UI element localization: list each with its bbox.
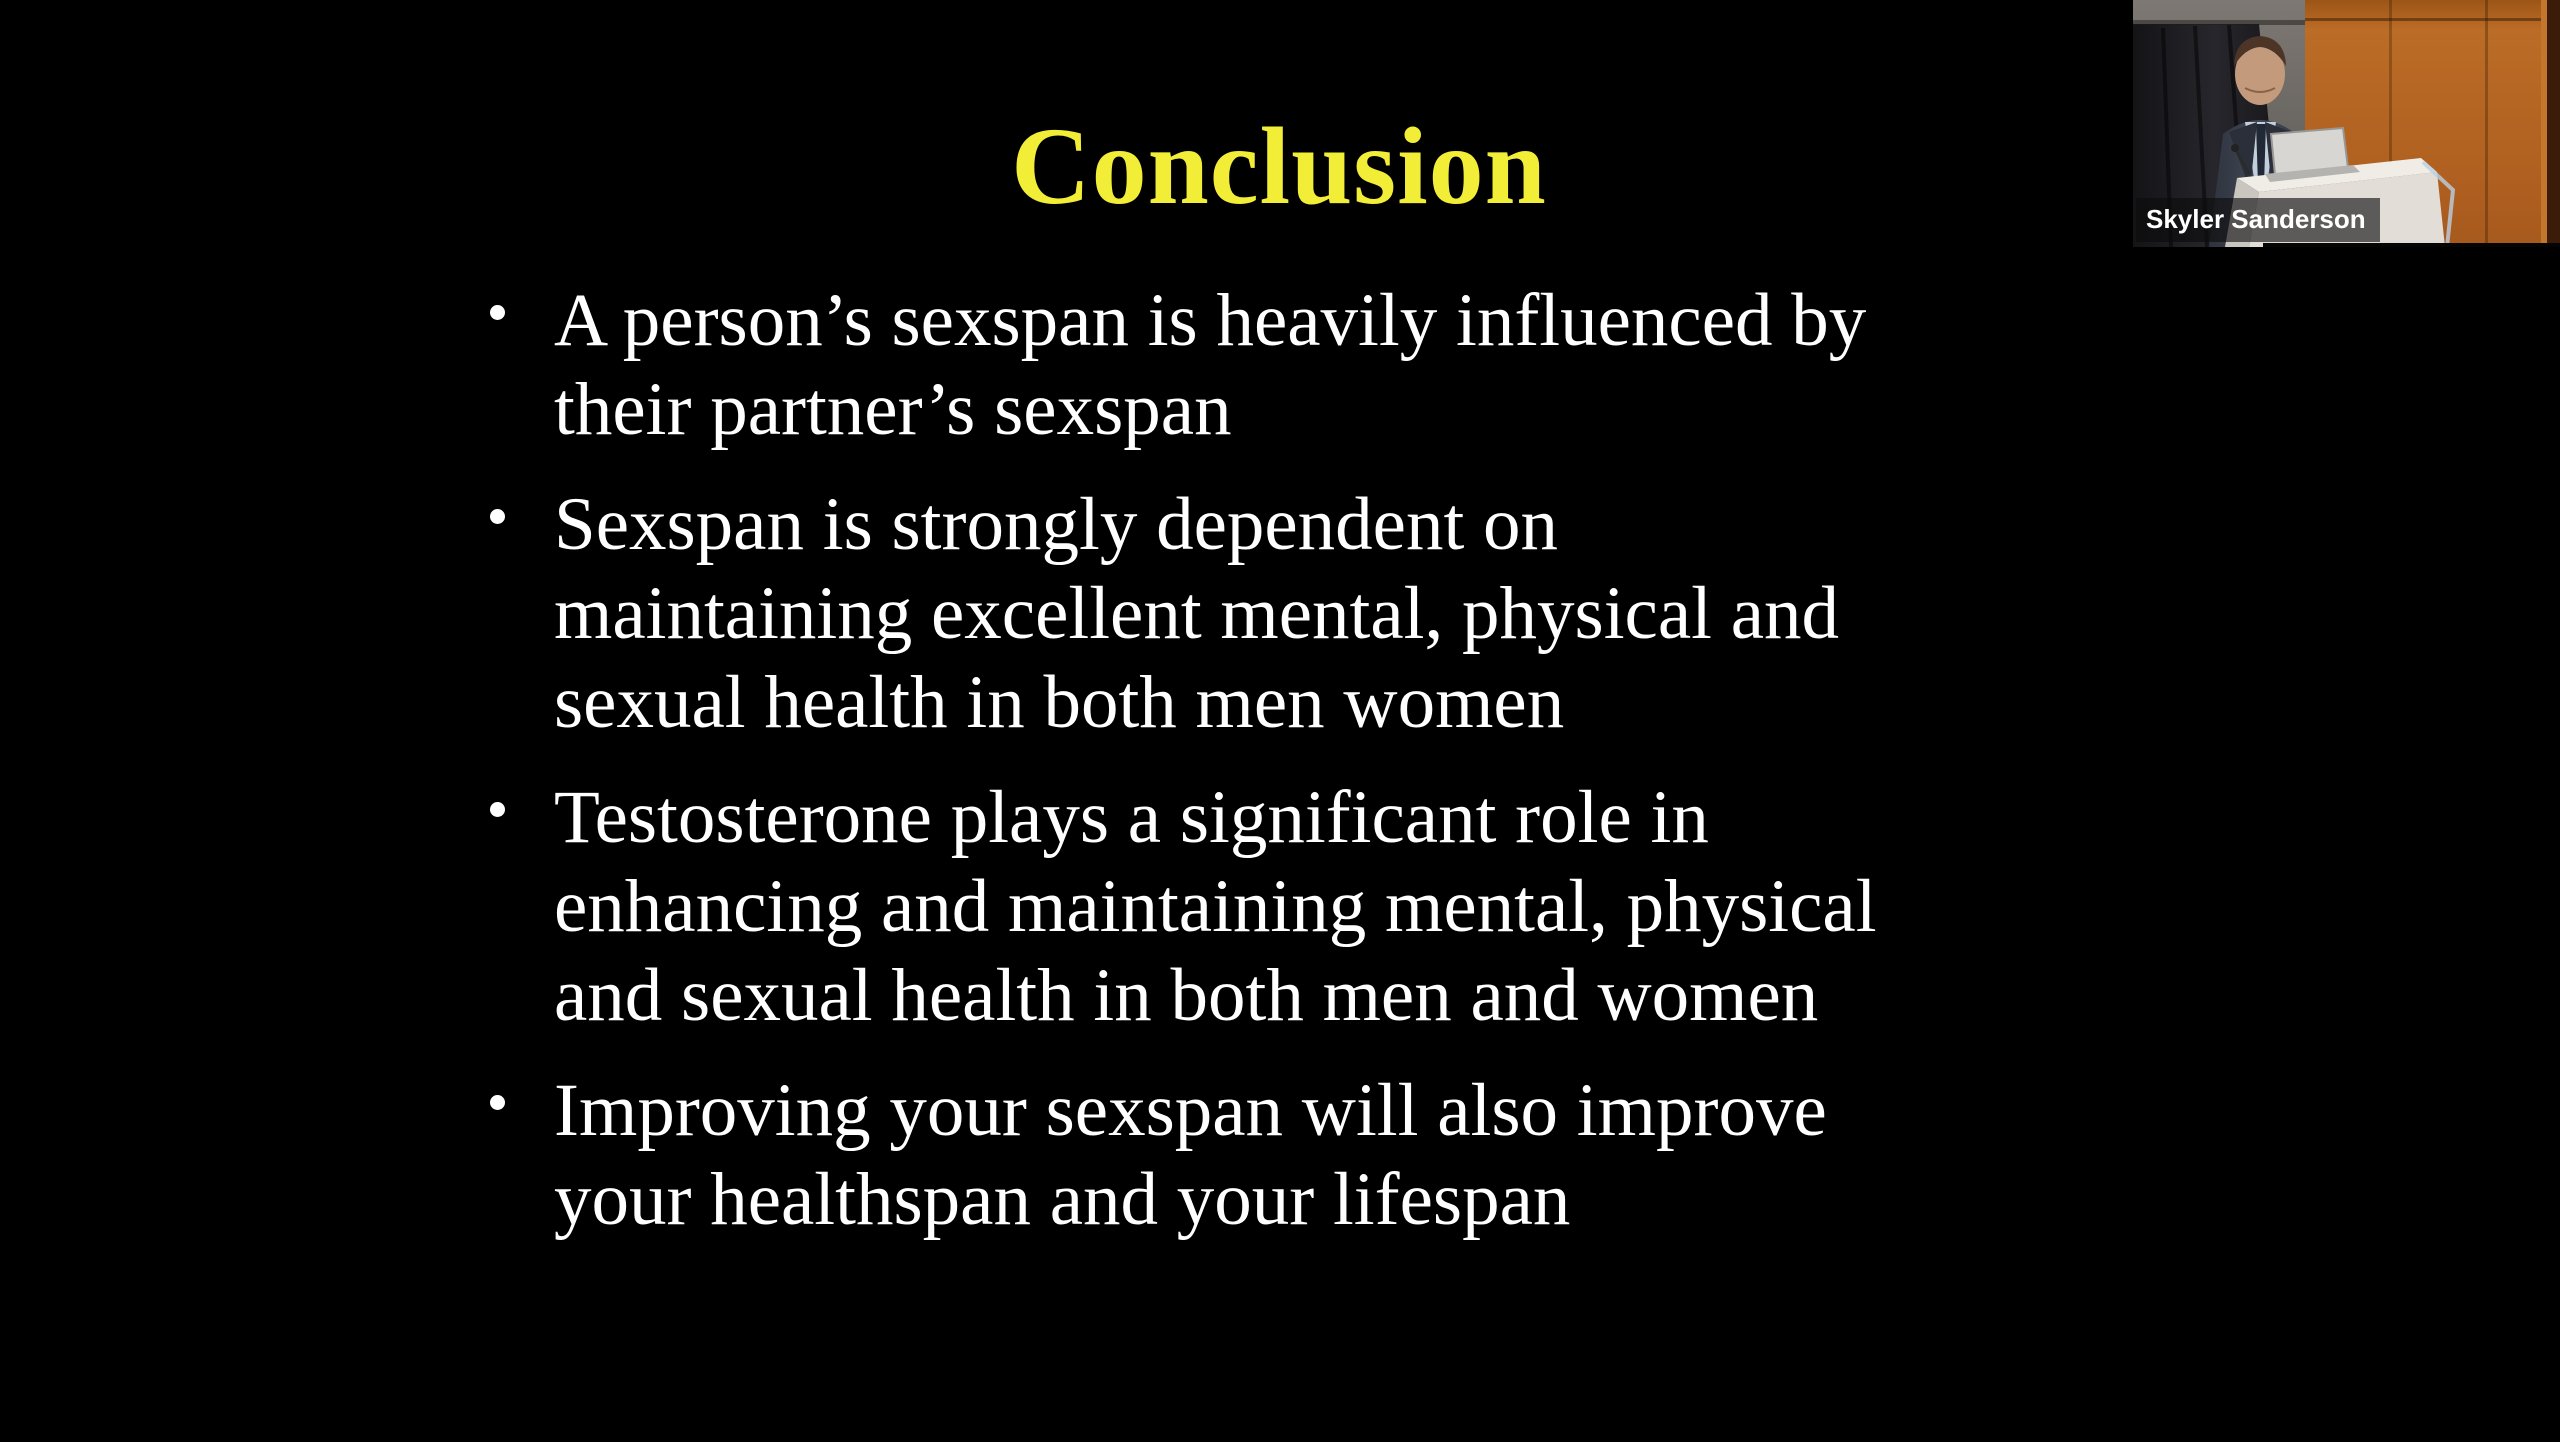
bullet-text-line: Improving your sexspan will also improve — [554, 1069, 1827, 1152]
bullet-marker — [490, 276, 554, 320]
presenter-video-thumbnail[interactable] — [2133, 0, 2560, 247]
bullet-item — [490, 773, 2220, 1040]
presentation-slide — [318, 0, 2240, 1442]
video-bottom-edge — [2263, 243, 2560, 247]
bullet-text-line: Sexspan is strongly dependent on — [554, 483, 1559, 566]
bullet-dot-icon — [490, 305, 505, 320]
bullet-text-line: A person’s sexspan is heavily influenced by — [554, 279, 1867, 362]
bullet-text — [554, 773, 1877, 1040]
bullet-text — [554, 276, 1866, 454]
bullet-list — [490, 276, 2220, 1270]
slide-title: Conclusion — [1011, 105, 1547, 227]
bullet-text-line: your healthspan and your lifespan — [554, 1158, 1571, 1241]
bullet-text-line: their partner’s sexspan — [554, 368, 1232, 451]
bullet-marker — [490, 773, 554, 817]
bullet-text-line: and sexual health in both men and women — [554, 954, 1819, 1037]
bullet-item — [490, 1066, 2220, 1244]
bullet-dot-icon — [490, 802, 505, 817]
bullet-text-line: enhancing and maintaining mental, physical — [554, 865, 1877, 948]
bullet-text — [554, 1066, 1827, 1244]
bullet-item — [490, 480, 2220, 747]
bullet-dot-icon — [490, 509, 505, 524]
bullet-text — [554, 480, 1839, 747]
bullet-marker — [490, 1066, 554, 1110]
bullet-text-line: Testosterone plays a significant role in — [554, 776, 1709, 859]
bullet-item — [490, 276, 2220, 454]
bullet-dot-icon — [490, 1095, 505, 1110]
bullet-text-line: maintaining excellent mental, physical and — [554, 572, 1839, 655]
participant-name-label — [2136, 198, 2380, 242]
bullet-marker — [490, 480, 554, 524]
participant-name: Skyler Sanderson — [2146, 204, 2366, 234]
bullet-text-line: sexual health in both men women — [554, 661, 1565, 744]
